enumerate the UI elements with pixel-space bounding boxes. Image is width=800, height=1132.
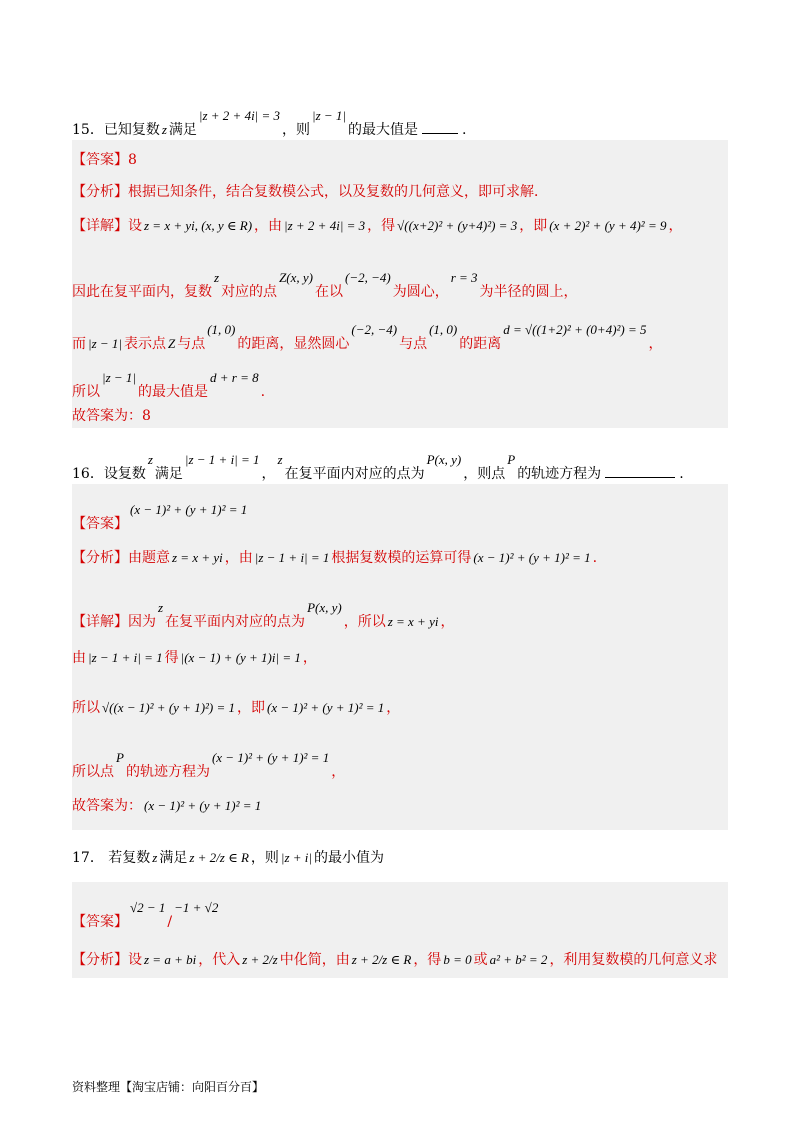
math: √((x − 1)² + (y + 1)²) = 1 (102, 700, 236, 715)
text: 因为 (128, 614, 156, 630)
math: z (158, 600, 164, 615)
text: 设 (128, 218, 142, 234)
q15-stem (72, 106, 466, 140)
q15-analysis-text: 根据已知条件，结合复数模公式，以及复数的几何意义，即可求解． (128, 184, 548, 200)
q15-detail-line-3 (72, 320, 663, 354)
q16-condition: |z − 1 + i| = 1 (184, 452, 260, 467)
q16-detail-line-1 (72, 598, 454, 632)
q15-detail-label: 【详解】 (72, 218, 128, 234)
q15-stem-text: 满足 (168, 122, 197, 138)
text: / (167, 914, 173, 930)
text: 的轨迹方程为 (517, 466, 602, 482)
math: a² + b² = 2 (489, 952, 548, 967)
math: (x − 1)² + (y + 1)² = 1 (473, 550, 591, 565)
q16-final-answer (72, 796, 263, 816)
text: ， (648, 336, 663, 352)
math: (1, 0) (207, 322, 236, 337)
q15-detail-line-2 (72, 268, 578, 302)
q16-analysis (72, 548, 597, 568)
math: √2 − 1 (130, 900, 166, 915)
q16-analysis-label: 【分析】 (72, 550, 128, 566)
q16-detail-label: 【详解】 (72, 614, 128, 630)
text: 的最大值是 (137, 384, 208, 400)
math: z = x + yi (387, 614, 439, 629)
q17-stem (72, 848, 384, 868)
text: ，即 (519, 218, 548, 234)
math: (x − 1)² + (y + 1)² = 1 (211, 750, 330, 765)
text: 满足 (159, 850, 188, 866)
q15-stem-text: . (462, 122, 467, 138)
text: 表示点 (123, 336, 166, 352)
text: 由 (72, 650, 86, 666)
math: −1 + √2 (174, 900, 219, 915)
q15-answer-value: 8 (128, 152, 137, 168)
text: 与点 (399, 336, 428, 352)
math: (−2, −4) (345, 270, 391, 285)
text: 或 (473, 952, 488, 968)
q17-condition: z + 2/z ∈ R (189, 850, 249, 865)
math: z (147, 452, 153, 467)
q15-final-answer: 故答案为：8 (72, 408, 151, 424)
q16-answer (72, 500, 249, 534)
math: |z − 1| (88, 336, 122, 351)
text: ， (331, 764, 346, 780)
q15-answer (72, 150, 137, 170)
text: 16．设复数 (72, 466, 146, 482)
q15-stem-text: ，则 (282, 122, 311, 138)
text: 17． 若复数 (72, 850, 151, 866)
text: 而 (72, 336, 86, 352)
text: ，则点 (463, 466, 506, 482)
q17-target: |z + i| (280, 850, 312, 865)
q16-stem (72, 450, 684, 484)
text: . (679, 466, 684, 482)
text: 的距离 (459, 336, 502, 352)
q16-answer-label: 【答案】 (72, 516, 128, 532)
text: 在复平面内对应的点为 (165, 614, 306, 630)
text: 因此在复平面内，复数 (72, 284, 212, 300)
q17-analysis (72, 950, 717, 970)
math: b = 0 (443, 952, 472, 967)
math: z = x + yi (172, 550, 223, 565)
text: ， (668, 218, 683, 234)
q15-analysis-label: 【分析】 (72, 184, 128, 200)
math: |z − 1| (102, 370, 136, 385)
math: z + 2/z ∈ R (351, 952, 412, 967)
text: 所以点 (72, 764, 114, 780)
text: ，所以 (343, 614, 386, 630)
text: 根据复数模的运算可得 (331, 550, 472, 566)
text: ，得 (413, 952, 442, 968)
text: ，由 (254, 218, 283, 234)
math: (1, 0) (429, 322, 458, 337)
text: 故答案为： (72, 798, 142, 814)
math: (x − 1)² + (y + 1)² = 1 (144, 798, 262, 813)
text: ， (261, 466, 276, 482)
math: Z(x, y) (279, 270, 313, 285)
text: ，代入 (198, 952, 241, 968)
math: (−2, −4) (351, 322, 398, 337)
text: 与点 (177, 336, 206, 352)
page-footer: 资料整理【淘宝店铺：向阳百分百】 (72, 1080, 265, 1094)
text: ，即 (237, 700, 266, 716)
math: Z (167, 336, 176, 351)
q15-analysis (72, 182, 548, 202)
math: |z + 2 + 4i| = 3 (284, 218, 366, 233)
math: d = √((1+2)² + (0+4)²) = 5 (503, 322, 647, 337)
text: 设 (128, 952, 142, 968)
math: √((x+2)² + (y+4)²) = 3 (397, 218, 518, 233)
text: ，由 (224, 550, 253, 566)
math: z (214, 270, 220, 285)
math: z (152, 850, 158, 865)
q15-stem-text: 15．已知复数 (72, 122, 160, 138)
q16-answer-value: (x − 1)² + (y + 1)² = 1 (130, 502, 248, 517)
text: . (592, 550, 598, 566)
q15-var-z: z (161, 122, 167, 137)
q17-answer-label: 【答案】 (72, 914, 128, 930)
text: . (260, 384, 266, 400)
text: 的轨迹方程为 (125, 764, 210, 780)
math: P(x, y) (426, 452, 462, 467)
q15-answer-blank (422, 119, 458, 134)
text: 为圆心， (392, 284, 449, 300)
math: z (277, 452, 283, 467)
math: (x + 2)² + (y + 4)² = 9 (549, 218, 667, 233)
q15-condition: |z + 2 + 4i| = 3 (198, 108, 281, 123)
text: 在以 (315, 284, 343, 300)
math: z = x + yi, (x, y ∈ R) (144, 218, 253, 233)
q16-detail-line-3 (72, 698, 400, 718)
q15-detail-line-1 (72, 216, 682, 236)
text: 在复平面内对应的点为 (284, 466, 425, 482)
q15-target: |z − 1| (312, 108, 347, 123)
text: ，则 (250, 850, 279, 866)
math: |(x − 1) + (y + 1)i| = 1 (180, 650, 301, 665)
math: (x − 1)² + (y + 1)² = 1 (267, 700, 385, 715)
text: ， (302, 650, 317, 666)
math: |z − 1 + i| = 1 (254, 550, 330, 565)
math: |z − 1 + i| = 1 (88, 650, 163, 665)
math: z = a + bi (144, 952, 197, 967)
q16-answer-blank (605, 463, 675, 478)
text: 对应的点 (221, 284, 278, 300)
text: 的距离，显然圆心 (237, 336, 350, 352)
math: P (116, 750, 124, 765)
text: ， (386, 700, 401, 716)
q15-answer-label: 【答案】 (72, 152, 128, 168)
text: 中化简，由 (279, 952, 350, 968)
q16-detail-line-4 (72, 748, 345, 782)
q17-answer (72, 898, 220, 932)
text: 满足 (154, 466, 183, 482)
math: P(x, y) (307, 600, 342, 615)
text: ，得 (367, 218, 396, 234)
q16-detail-line-2 (72, 648, 317, 668)
text: 的最小值为 (314, 850, 384, 866)
math: P (507, 452, 516, 467)
text: 由题意 (128, 550, 170, 566)
text: ， (440, 614, 455, 630)
q17-analysis-label: 【分析】 (72, 952, 128, 968)
math: r = 3 (450, 270, 478, 285)
text: 为半径的圆上， (479, 284, 578, 300)
text: 所以 (72, 384, 100, 400)
text: 所以 (72, 700, 100, 716)
math: d + r = 8 (209, 370, 259, 385)
math: z + 2/z (242, 952, 278, 967)
q15-detail-line-4 (72, 368, 265, 402)
text: 得 (164, 650, 179, 666)
text: ，利用复数模的几何意义求 (549, 952, 718, 968)
q15-stem-text: 的最大值是 (348, 122, 419, 138)
